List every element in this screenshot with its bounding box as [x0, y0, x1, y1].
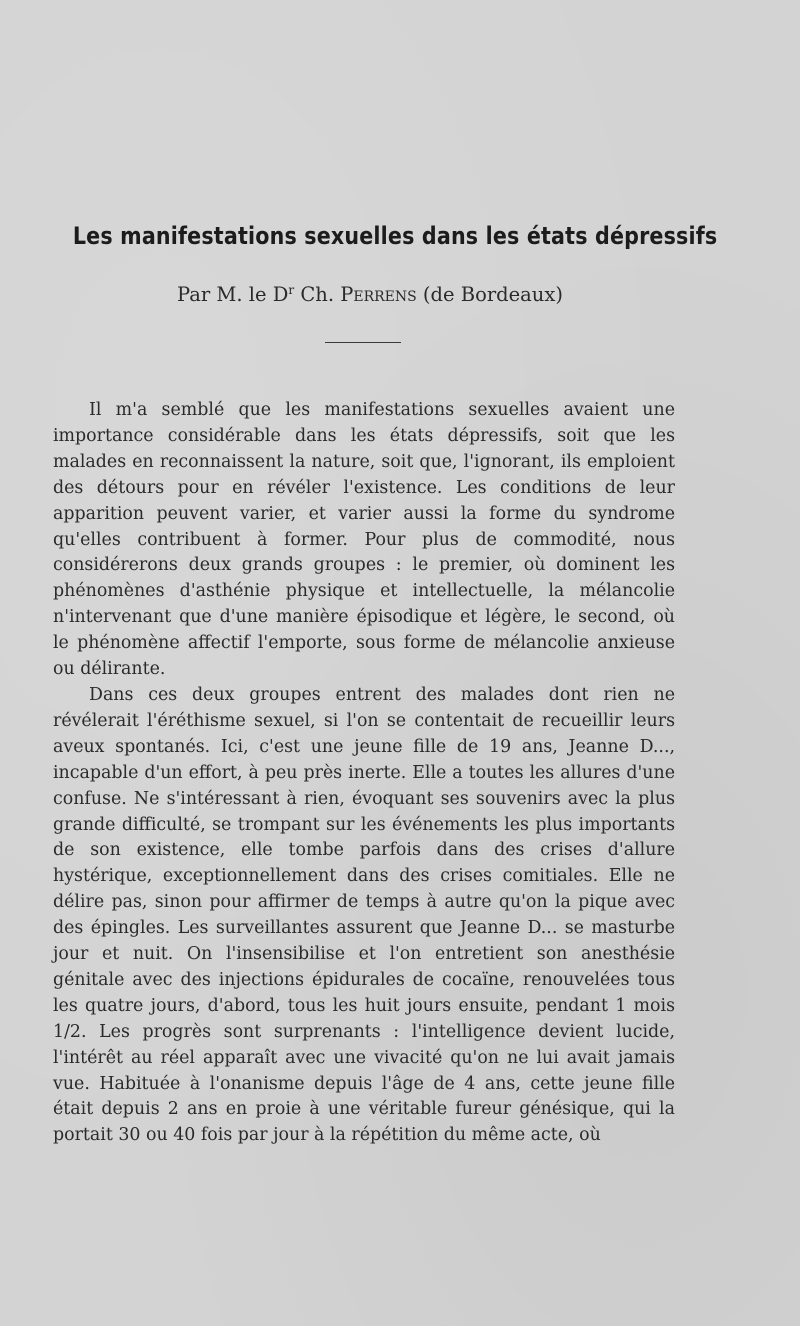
byline-surname: Perrens	[340, 283, 417, 306]
paragraph-2: Dans ces deux groupes entrent des malades dont rien ne révélerait l'éréthisme sexuel, si l'on se contentait de recueillir leurs aveux spontanés. Ici, c'est une jeune fille de 19 ans, Jeanne D..., incapable d'un effort, à peu près inerte. Elle a toutes les allures d'une confuse. Ne s'intéressant à rien, évoquant ses souvenirs avec la plus grande difficulté, se trompant sur les événements les plus importants de son existence, elle tombe parfois dans des crises d'allure hystérique, exceptionnellement dans des crises comitiales. Elle ne délire pas, sinon pour affirmer de temps à autre qu'on la pique avec des épingles. Les surveillantes assurent que Jeanne D... se masturbe jour et nuit. On l'insensibilise et l'on entretient son anesthésie génitale avec des injections épidurales de cocaïne, renouvelées tous les quatre jours, d'abord, tous les huit jours ensuite, pendant 1 mois 1/2. Les progrès sont surprenants : l'intelligence devient lucide, l'intérêt au réel apparaît avec une vivacité qu'on ne lui avait jamais vue. Habituée à l'onanisme depuis l'âge de 4 ans, cette jeune fille était depuis 2 ans en proie à une véritable fureur génésique, qui la portait 30 ou 40 fois par jour à la répétition du même acte, où	[53, 684, 675, 1146]
author-byline	[0, 283, 740, 306]
title-separator-rule	[325, 342, 401, 343]
article-title: Les manifestations sexuelles dans les états dépressifs	[72, 222, 718, 250]
byline-affiliation: (de Bordeaux)	[416, 283, 563, 306]
paragraph-1: Il m'a semblé que les manifestations sexuelles avaient une importance considérable dans les états dépressifs, soit que les malades en reconnaissent la nature, soit que, l'ignorant, ils emploient des détours pour en révéler l'existence. Les conditions de leur apparition peuvent varier, et varier aussi la forme du syndrome qu'elles contribuent à former. Pour plus de commodité, nous considérerons deux grands groupes : le premier, où dominent les phénomènes d'asthénie physique et intellectuelle, la mélancolie n'intervenant que d'une manière épisodique et légère, le second, où le phénomène affectif l'emporte, sous forme de mélancolie anxieuse ou délirante.	[53, 400, 675, 680]
byline-prefix: Par M. le D	[177, 283, 289, 306]
article-body	[53, 398, 675, 1149]
byline-superscript: r	[288, 283, 295, 297]
byline-first-name: Ch.	[294, 283, 341, 306]
